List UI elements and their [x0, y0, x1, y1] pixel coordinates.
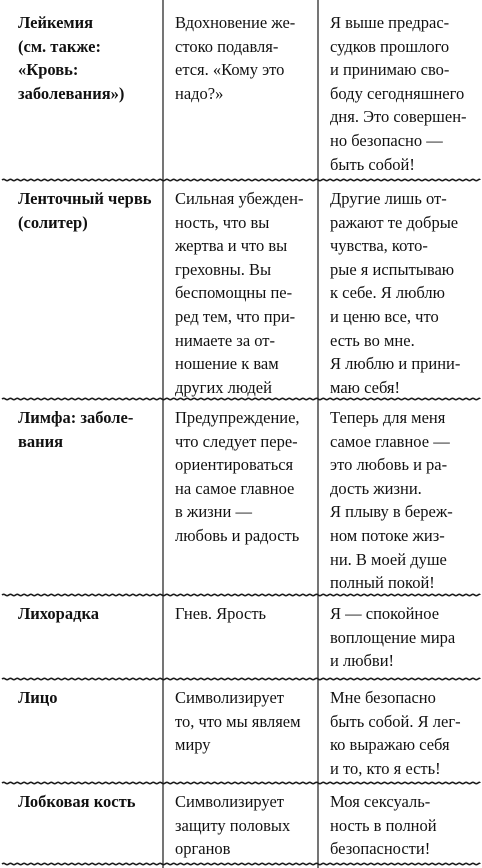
row-1-affirmation: Я выше предрас- судков прошлого и принимаю сво- боду сегодняшнего дня. Это совершен- но безопасно — быть собой! — [330, 13, 467, 174]
row-6-term: Лобковая кость — [18, 792, 136, 811]
row-5-term: Лицо — [18, 688, 58, 707]
row-3-term: Лимфа: заболе- вания — [18, 408, 134, 451]
row-5-cause: Символизирует то, что мы являем миру — [175, 688, 301, 755]
row-divider-4 — [2, 678, 480, 679]
row-1-cause: Вдохновение же- стоко подавля- ется. «Кому это надо?» — [175, 13, 296, 103]
table-bottom-border — [2, 863, 480, 864]
row-4-term: Лихорадка — [18, 604, 99, 623]
row-divider-1 — [2, 179, 480, 180]
row-2-affirmation: Другие лишь от- ражают те добрые чувства, кото- рые я испытываю к себе. Я люблю и ценю все, что есть во мне. Я люблю и прини- маю себя! — [330, 189, 461, 397]
row-5-affirmation: Мне безопасно быть собой. Я лег- ко выражаю себя и то, кто я есть! — [330, 688, 461, 778]
row-6-cause: Символизирует защиту половых органов — [175, 792, 291, 859]
row-2-term: Ленточный червь (солитер) — [18, 189, 152, 232]
row-2-cause: Сильная убежден- ность, что вы жертва и что вы греховны. Вы беспомощны пе- ред тем, что при- нимаете за от- ношение к вам других людей — [175, 189, 304, 397]
row-4-affirmation: Я — спокойное воплощение мира и любви! — [330, 604, 456, 671]
row-3-affirmation: Теперь для меня самое главное — это любовь и ра- дость жизни. Я плыву в береж- ном потоке жиз- ни. В моей душе полный покой! — [330, 408, 453, 593]
row-4-cause: Гнев. Ярость — [175, 604, 267, 623]
row-3-cause: Предупреждение, что следует пере- ориентироваться на самое главное в жизни — любовь и радость — [175, 408, 300, 545]
row-6-affirmation: Моя сексуаль- ность в полной безопасности! — [330, 792, 437, 859]
row-1-term: Лейкемия (см. также: «Кровь: заболевания») — [18, 13, 125, 103]
row-divider-5 — [2, 782, 480, 783]
